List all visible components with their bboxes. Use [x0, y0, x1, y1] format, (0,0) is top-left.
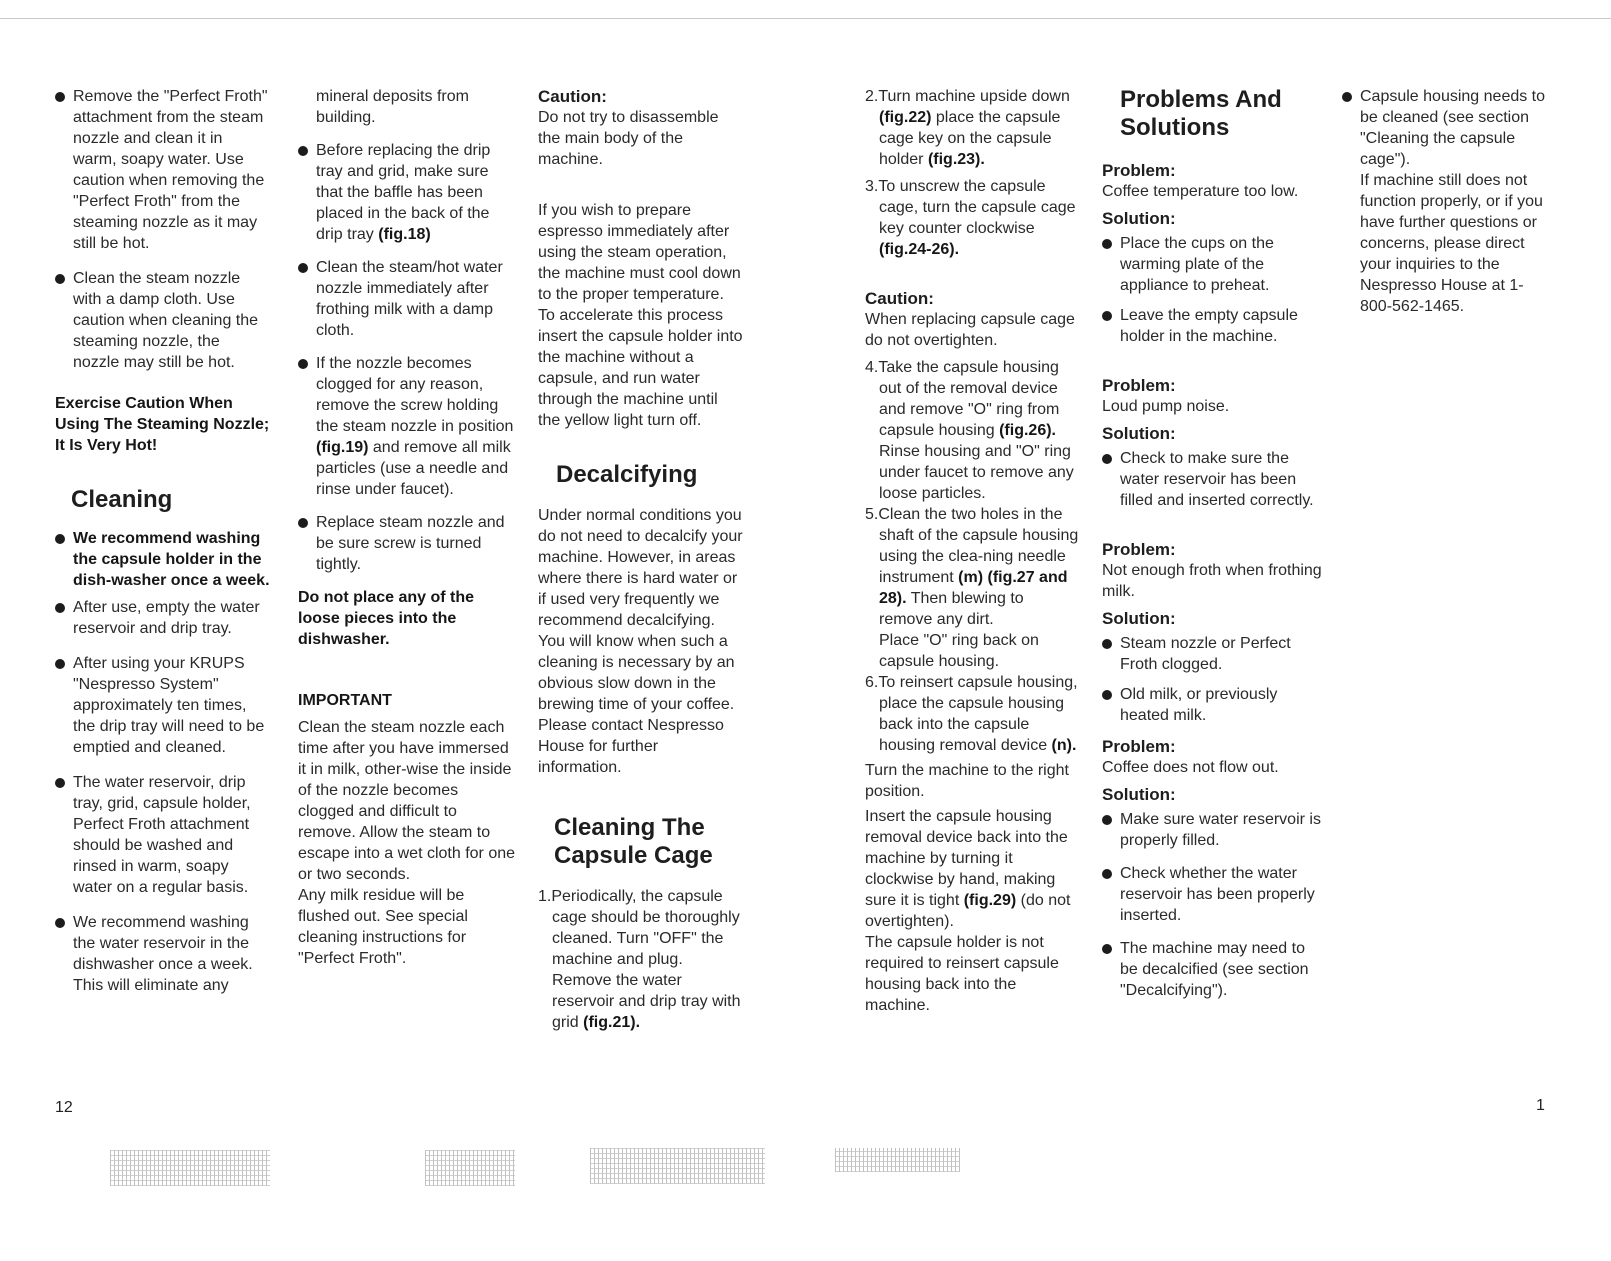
scan-smudge: [835, 1148, 960, 1172]
figure-ref: (fig.26).: [999, 422, 1056, 439]
holder-text: The capsule holder is not required to reinsert capsule housing back into the machine.: [865, 934, 1059, 1014]
caution-text: When replacing capsule cage do not overtighten.: [865, 311, 1075, 349]
scan-smudge: [425, 1150, 515, 1186]
figure-ref: (fig.29): [963, 892, 1017, 909]
step-text: Take the capsule housing out of the removal device and remove "O" ring from capsule housing: [878, 359, 1060, 439]
solution-item: Check to make sure the water reservoir has been filled and inserted correctly.: [1102, 448, 1322, 511]
caution-label: Caution:: [538, 87, 607, 106]
scan-smudge: [110, 1150, 270, 1186]
scan-smudge: [590, 1148, 765, 1184]
problem-label: Problem:: [1102, 540, 1176, 559]
problem-text: Coffee temperature too low.: [1102, 183, 1299, 200]
column-4: [865, 86, 1080, 1016]
step-text: Periodically, the capsule cage should be thoroughly cleaned. Turn "OFF" the machine and plug. Remove the water reservoir and drip tray with grid: [551, 888, 741, 1031]
step-1: [538, 886, 743, 1033]
step-number: 6.: [865, 674, 879, 691]
step-number: 4.: [865, 359, 879, 376]
step-number: 3.: [865, 178, 879, 195]
column-6: [1342, 86, 1552, 317]
step-number: 5.: [865, 506, 879, 523]
column-3: [538, 86, 743, 1033]
contact-text: If machine still does not function properly, or if you have further questions or concerns, please direct your inquiries to the Nespresso House at 1-800-562-1465.: [1360, 172, 1543, 315]
solution-item: Place the cups on the warming plate of the appliance to preheat.: [1102, 233, 1322, 296]
solution-item: The machine may need to be decalcified (see section "Decalcifying").: [1102, 938, 1322, 1001]
top-rule: [0, 18, 1611, 19]
figure-ref: (n).: [1051, 737, 1077, 754]
step-number: 2.: [865, 88, 879, 105]
column-1: [55, 86, 270, 1005]
figure-ref: (m) (fig.27 and 28).: [879, 569, 1068, 607]
decalcifying-text: Under normal conditions you do not need to decalcify your machine. However, in areas where there is hard water or if used very frequently we recommend decalcifying. You will know when such a cleaning is necessary by an obvious slow down in the brewing time of your coffee. Please contact Nespresso House for further information.: [538, 507, 743, 776]
bullet-text: Before replacing the drip tray and grid, make sure that the baffle has been placed in the back of the drip tray: [316, 142, 491, 243]
step-text: To reinsert capsule housing, place the capsule housing back into the capsule housing removal device: [878, 674, 1078, 754]
column-5: [1102, 86, 1322, 1010]
insert-text-b: (do not overtighten).: [865, 892, 1071, 930]
column-2: [298, 86, 518, 969]
problem-label: Problem:: [1102, 376, 1176, 395]
bullet-item: The water reservoir, drip tray, grid, capsule holder, Perfect Froth attachment should be washed and rinsed in warm, soapy water on a regular basis.: [55, 772, 270, 898]
solution-item: Steam nozzle or Perfect Froth clogged.: [1102, 633, 1322, 675]
dishwasher-warning: Do not place any of the loose pieces into the dishwasher.: [298, 589, 475, 648]
figure-ref: (fig.21).: [583, 1014, 641, 1031]
bullet-text: and remove all milk particles (use a needle and rinse under faucet).: [316, 439, 511, 498]
decalcifying-title: Decalcifying: [556, 461, 698, 488]
bullet-item: Remove the "Perfect Froth" attachment from the steam nozzle and clean it in warm, soapy water. Use caution when removing the "Perfect Froth" from the steaming nozzle as it may still be hot.: [55, 86, 270, 254]
step-6: [865, 672, 1080, 756]
bullet-item: [298, 353, 518, 500]
problem-text: Coffee does not flow out.: [1102, 759, 1279, 776]
step-3: [865, 176, 1080, 260]
espresso-text: If you wish to prepare espresso immediately after using the steam operation, the machine must cool down to the proper temperature. To accelerate this process insert the capsule holder into the machine without a capsule, and run water through the machine until the yellow light turn off.: [538, 202, 743, 429]
bullet-item: We recommend washing the capsule holder in the dish-washer once a week.: [55, 528, 270, 591]
turn-text: Turn the machine to the right position.: [865, 762, 1069, 800]
page-number-right: 1: [1536, 1097, 1545, 1114]
page-number-left: 12: [55, 1099, 73, 1116]
step-text: To unscrew the capsule cage, turn the capsule cage key counter clockwise: [878, 178, 1076, 237]
problem-label: Problem:: [1102, 161, 1176, 180]
cleaning-title: Cleaning: [71, 486, 173, 513]
continued-text: mineral deposits from building.: [316, 88, 469, 126]
solution-item: Check whether the water reservoir has been properly inserted.: [1102, 863, 1322, 926]
solution-item: Old milk, or previously heated milk.: [1102, 684, 1322, 726]
residue-text: Any milk residue will be flushed out. See special cleaning instructions for "Perfect Froth".: [298, 887, 468, 967]
step-text: Clean the two holes in the shaft of the capsule housing using the clea-ning needle instrument: [878, 506, 1079, 586]
step-4: [865, 357, 1080, 504]
step-text: Then blewing to remove any dirt.: [879, 590, 1024, 628]
solution-item: Make sure water reservoir is properly filled.: [1102, 809, 1322, 851]
capsule-cage-title: Cleaning The Capsule Cage: [554, 814, 713, 869]
figure-ref: (fig.23).: [927, 151, 985, 168]
bullet-text: If the nozzle becomes clogged for any reason, remove the screw holding the steam nozzle in position: [316, 355, 514, 435]
step-text: Turn machine upside down: [878, 88, 1070, 105]
step-text: Rinse housing and "O" ring under faucet to remove any loose particles.: [879, 443, 1074, 502]
caution-text: Do not try to disassemble the main body of the machine.: [538, 109, 719, 168]
solution-label: Solution:: [1102, 209, 1176, 228]
problem-text: Loud pump noise.: [1102, 398, 1230, 415]
problem-text: Not enough froth when frothing milk.: [1102, 562, 1322, 600]
figure-ref: (fig.19): [316, 439, 369, 456]
bullet-item: Clean the steam nozzle with a damp cloth. Use caution when cleaning the steaming nozzle, the nozzle may still be hot.: [55, 268, 270, 373]
bullet-item: After using your KRUPS "Nespresso System" approximately ten times, the drip tray will need to be emptied and cleaned.: [55, 653, 270, 758]
important-text: Clean the steam nozzle each time after you have immersed it in milk, other-wise the inside of the nozzle becomes clogged and difficult to remove. Allow the steam to escape into a wet cloth for one or two seconds.: [298, 719, 516, 883]
insert-text-a: Insert the capsule housing removal device back into the machine by turning it clockwise by hand, making sure it is tight: [865, 808, 1068, 909]
caution-heading: Exercise Caution When Using The Steaming Nozzle; It Is Very Hot!: [55, 395, 270, 454]
solution-item: Leave the empty capsule holder in the machine.: [1102, 305, 1322, 347]
figure-ref: (fig.18): [378, 226, 431, 243]
step-2: [865, 86, 1080, 170]
bullet-item: Replace steam nozzle and be sure screw is turned tightly.: [298, 512, 518, 575]
bullet-item: [298, 140, 518, 245]
bullet-item: After use, empty the water reservoir and drip tray.: [55, 597, 270, 639]
step-5: [865, 504, 1080, 630]
important-heading: IMPORTANT: [298, 692, 392, 709]
bullet-item: Clean the steam/hot water nozzle immediately after frothing milk with a damp cloth.: [298, 257, 518, 341]
step-text: place the capsule cage key on the capsule holder: [879, 109, 1061, 168]
problem-label: Problem:: [1102, 737, 1176, 756]
caution-label: Caution:: [865, 289, 934, 308]
problems-solutions-title: Problems And Solutions: [1120, 86, 1282, 141]
step-5-note: Place "O" ring back on capsule housing.: [879, 632, 1039, 670]
figure-ref: (fig.22): [879, 109, 932, 126]
solution-label: Solution:: [1102, 609, 1176, 628]
bullet-item: We recommend washing the water reservoir in the dishwasher once a week. This will eliminate any: [55, 912, 270, 996]
solution-label: Solution:: [1102, 785, 1176, 804]
figure-ref: (fig.24-26).: [879, 241, 960, 258]
step-number: 1.: [538, 888, 552, 905]
insert-text: [865, 806, 1080, 932]
bullet-item: Capsule housing needs to be cleaned (see section "Cleaning the capsule cage").: [1342, 86, 1552, 170]
solution-label: Solution:: [1102, 424, 1176, 443]
